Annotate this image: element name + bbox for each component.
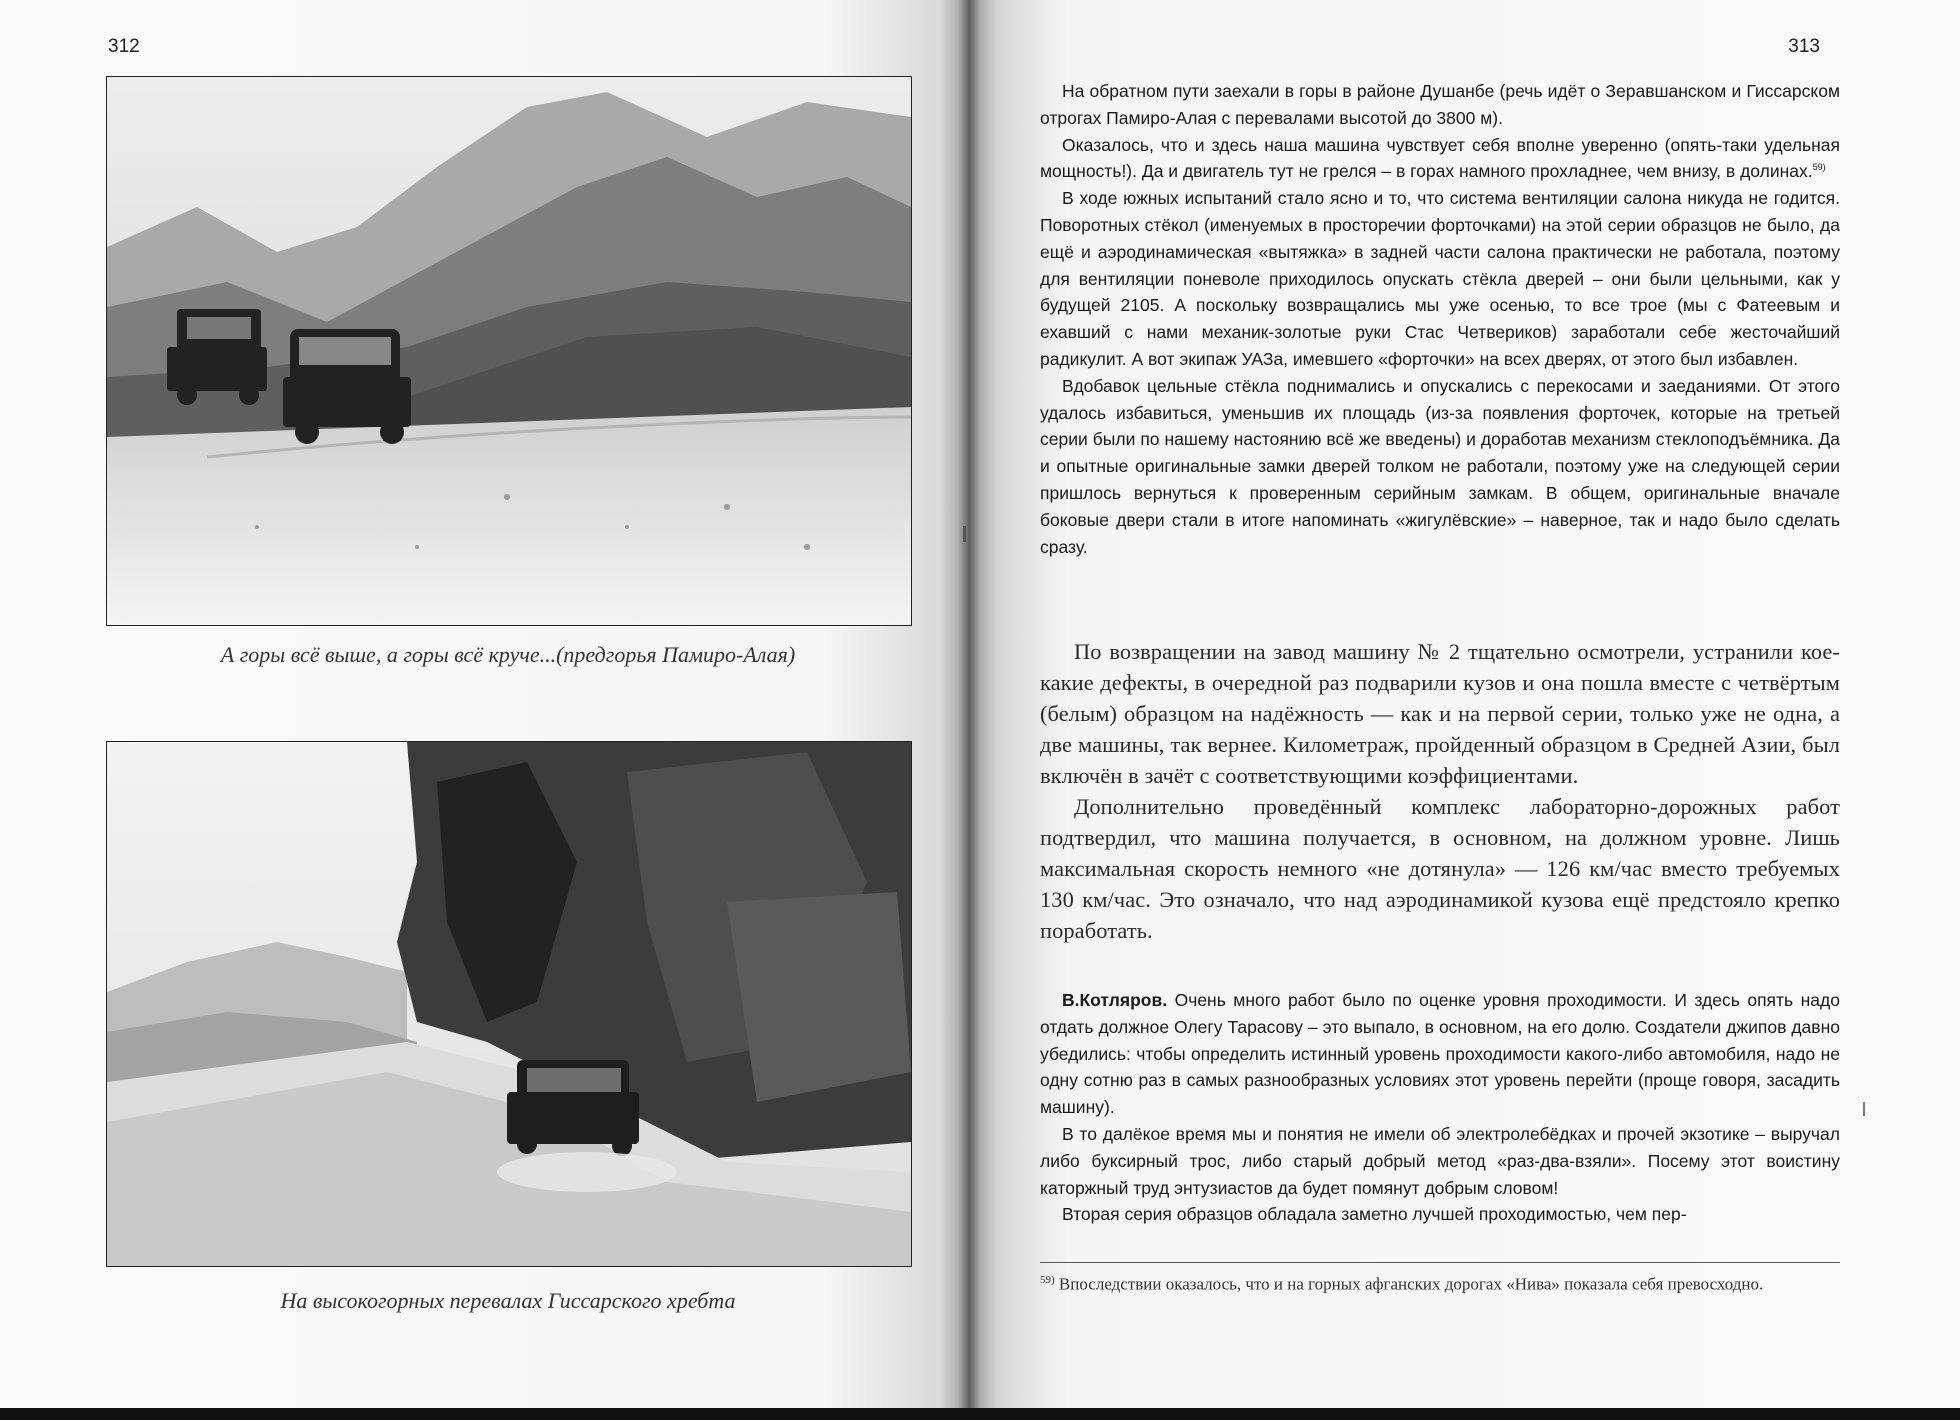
paragraph: В ходе южных испытаний стало ясно и то, что система вентиляции салона никуда не годится. Поворотных стёкол (именуемых в просторечии форточками) на этой серии образцов не было, да ещё и аэродинамическая «вытяжка» в задней части салона практически не работала, поэтому для вентиляции поневоле приходилось опускать стёкла дверей – они были цельными, как у будущей 2105. А поскольку возвращались мы уже осенью, то все трое (мы с Фатеевым и ехавший с нами механик-золотые руки Стас Четвериков) заработали себе жесточайший радикулит. А вот экипаж УАЗа, имевшего «форточки» на всех дверях, от этого был избавлен. (1040, 188, 1840, 369)
page-number-left: 312 (108, 36, 140, 57)
paragraph: Вдобавок цельные стёкла поднимались и опускались с перекосами и заеданиями. От этого удалось избавиться, уменьшив их площадь (из-за появления форточек, которые на третьей серии были по нашему настоянию всё же введены) и доработав механизм стеклоподъёмника. Да и опытные оригинальные замки дверей толком не работали, поэтому уже на следующей серии пришлось вернуться к проверенным серийным замкам. В общем, оригинальные вначале боковые двери стали в итоге напоминать «жигулёвские» – наверное, так и надо было сделать сразу. (1040, 375, 1840, 557)
paragraph: На обратном пути заехали в горы в районе Душанбе (речь идёт о Зеравшанском и Гиссарском отрогах Памиро-Алая с перевалами высотой до 3800 м). (1040, 81, 1840, 128)
footnote-mark: 59) (1040, 1274, 1055, 1286)
footnote-reference: 59) (1812, 162, 1826, 173)
left-page (0, 0, 968, 1408)
text-block-serif (1040, 636, 1840, 946)
paragraph: Оказалось, что и здесь наша машина чувствует себя вполне уверенно (опять-таки удельная мощность!). Да и двигатель тут не грелся – в горах намного прохладнее, чем внизу, в долинах.$^{59)}$ (1040, 134, 1840, 182)
page-edge-mark (1863, 1102, 1865, 1116)
photo-caption-1: А горы всё выше, а горы всё круче...(предгорья Памиро-Алая) (220, 642, 796, 667)
paragraph: Вторая серия образцов обладала заметно лучшей проходимостью, чем пер- (1062, 1204, 1687, 1225)
photo-mountain-pass-car (106, 741, 912, 1267)
paragraph: Дополнительно проведённый комплекс лабораторно-дорожных работ подтвердил, что машина получается, в основном, на должном уровне. Лишь максимальная скорость немного «не дотянула» — 126 км/час вместо требуемых 130 км/час. Это означало, что над аэродинамикой кузова ещё предстояло крепко поработать. (1040, 794, 1840, 943)
book-spine-shadow (958, 0, 980, 1408)
text-block-sans-2 (1040, 987, 1840, 1228)
text-block-sans-1 (1040, 78, 1840, 560)
paragraph: В.Котляров. Очень много работ было по оценке уровня проходимости. И здесь опять надо отдать должное Олегу Тарасову – это выпало, в основном, на его долю. Создатели джипов давно убедились: чтобы определить истинный уровень проходимости какого-либо автомобиля, надо не одну сотню раз в самых разнообразных условиях этот уровень перейти (проще говоря, засадить машину). (1040, 990, 1840, 1118)
photo-caption-2: На высокогорных перевалах Гиссарского хребта (280, 1288, 736, 1313)
footnote-text: Впоследствии оказалось, что и на горных афганских дорогах «Нива» показала себя превосходно. (1058, 1274, 1764, 1294)
footnote (1040, 1266, 1840, 1299)
paragraph: По возвращении на завод машину № 2 тщательно осмотрели, устранили кое-какие дефекты, в очередной раз подварили кузов и она пошла вместе с четвёртым (белым) образцом на надёжность — как и на первой серии, только уже не одна, а две машины, так вернее. Километраж, пройденный образцом в Средней Азии, был включён в зачёт с соответствующими коэффициентами. (1040, 639, 1840, 788)
scan-bottom-edge (0, 1408, 1960, 1420)
paragraph: В то далёкое время мы и понятия не имели об электролебёдках и прочей экзотике – выручал либо буксирный трос, либо старый добрый метод «раз-два-взяли». Посему этот воистину каторжный труд энтузиастов да будет помянут добрым словом! (1040, 1123, 1840, 1198)
spine-mark (963, 526, 966, 542)
page-number-right: 313 (1788, 36, 1820, 57)
author-name: В.Котляров. (1062, 990, 1168, 1010)
footnote-divider (1040, 1262, 1840, 1263)
photo-mountain-road-cars (106, 76, 912, 626)
